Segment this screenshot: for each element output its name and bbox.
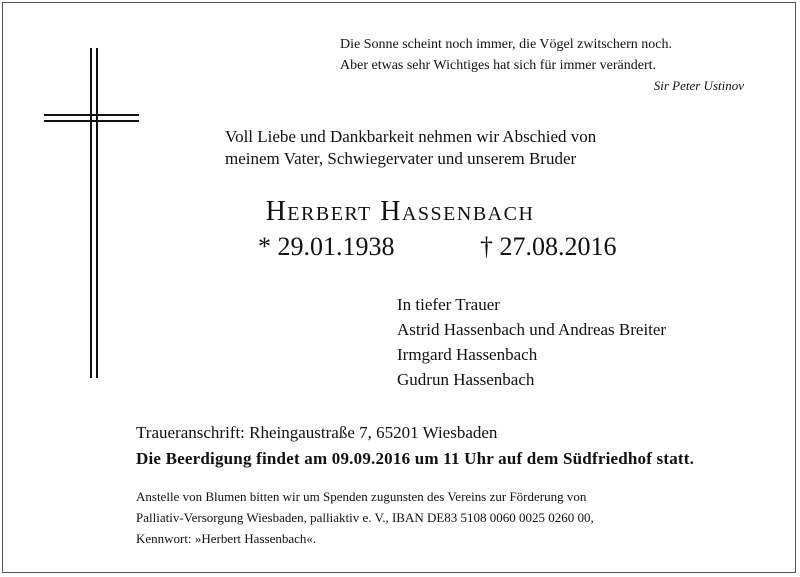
birth-date: * 29.01.1938 [258,232,395,261]
mourners-heading: In tiefer Trauer [397,295,500,314]
deceased-name: Herbert Hassenbach [265,196,535,227]
intro-text [225,126,596,170]
quote [340,34,672,76]
quote-author: Sir Peter Ustinov [653,78,744,93]
death-date: † 27.08.2016 [480,232,617,261]
intro-line-2: meinem Vater, Schwiegervater und unserem Bruder [225,149,577,168]
donation-note [136,486,594,549]
donation-line-3: Kennwort: »Herbert Hassenbach«. [136,531,317,546]
quote-line-2: Aber etwas sehr Wichtiges hat sich für immer verändert. [340,58,657,73]
mourner: Astrid Hassenbach und Andreas Breiter [397,320,667,339]
mourning-address: Traueranschrift: Rheingaustraße 7, 65201 Wiesbaden [136,423,498,442]
donation-line-2: Palliativ-Versorgung Wiesbaden, palliaktiv e. V., IBAN DE83 5108 0060 0025 0260 00, [136,510,594,525]
funeral-info: Die Beerdigung findet am 09.09.2016 um 11 Uhr auf dem Südfriedhof statt. [136,449,695,468]
donation-line-1: Anstelle von Blumen bitten wir um Spenden zugunsten des Vereins zur Förderung von [136,489,587,504]
mourner: Irmgard Hassenbach [397,345,538,364]
mourners-list [397,292,666,392]
intro-line-1: Voll Liebe und Dankbarkeit nehmen wir Abschied von [225,127,597,146]
mourner: Gudrun Hassenbach [397,370,535,389]
quote-line-1: Die Sonne scheint noch immer, die Vögel zwitschern noch. [340,37,672,52]
